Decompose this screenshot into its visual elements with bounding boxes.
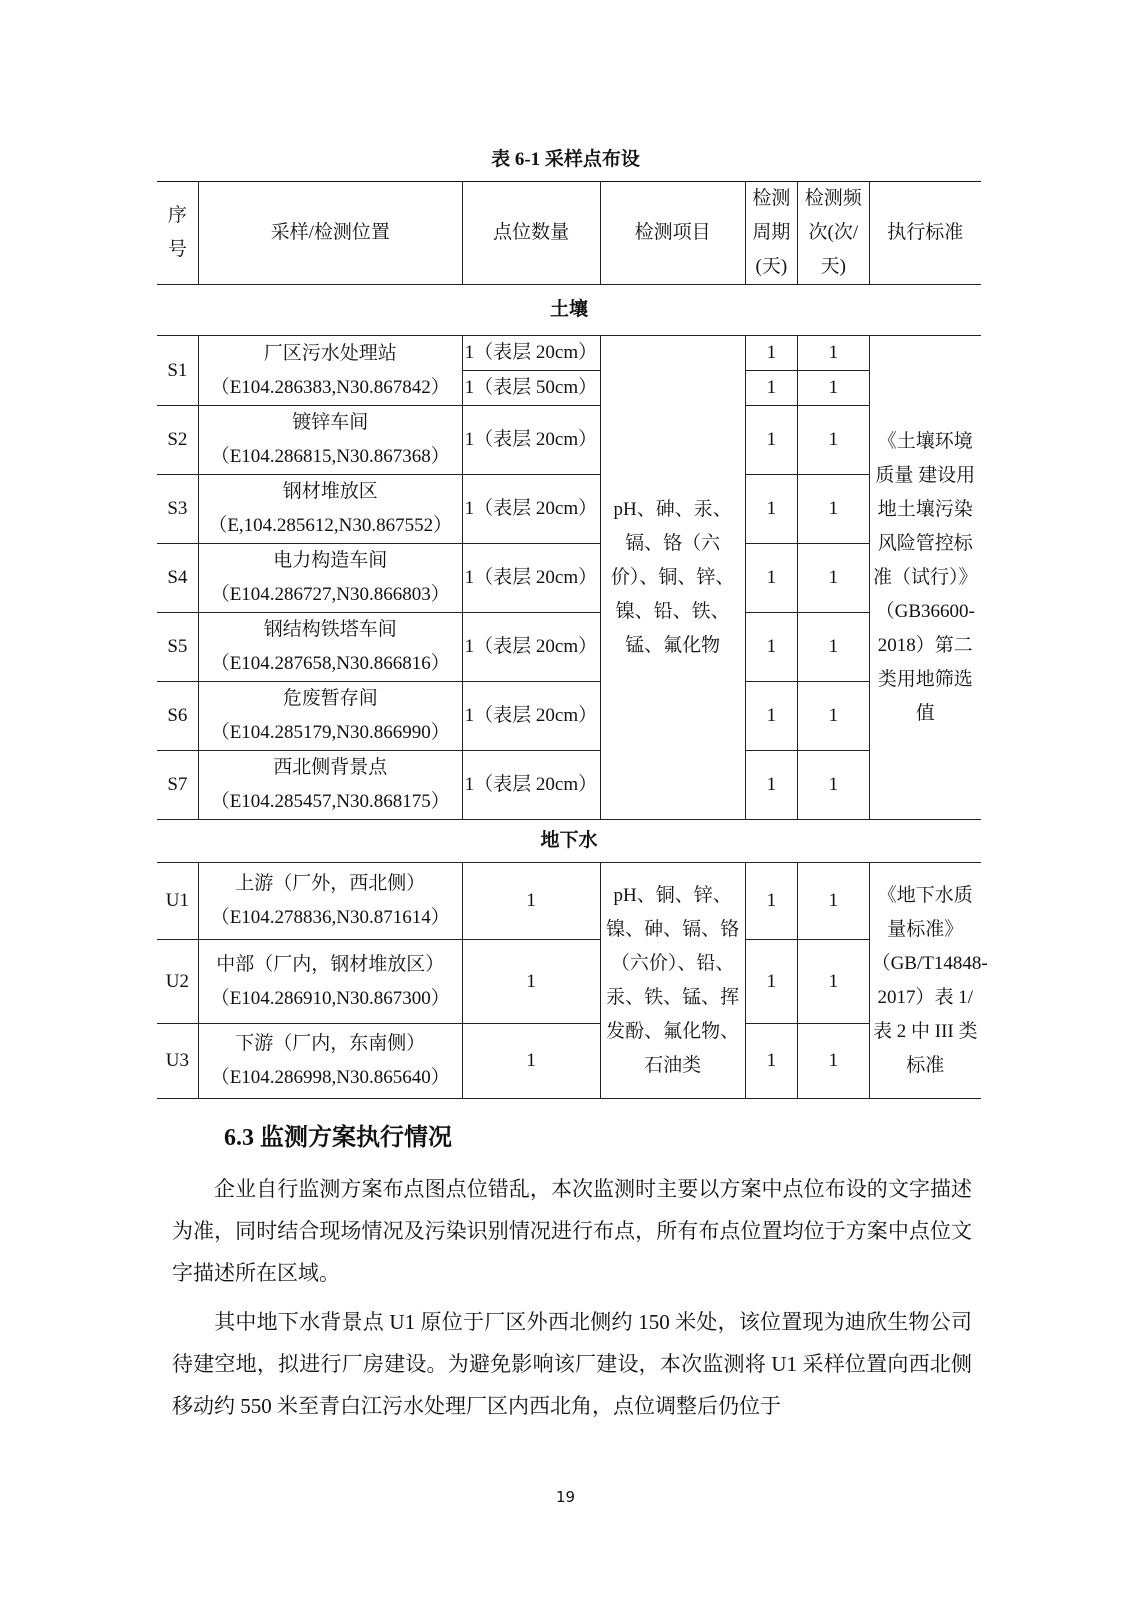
row-period: 1 bbox=[745, 682, 797, 751]
location-coord: （E104.278836,N30.871614） bbox=[210, 907, 450, 928]
row-freq: 1 bbox=[798, 751, 870, 820]
row-freq: 1 bbox=[798, 406, 870, 475]
location-name: 钢材堆放区 bbox=[282, 481, 378, 502]
row-count: 1（表层 20cm） bbox=[462, 544, 600, 613]
row-location bbox=[198, 682, 462, 751]
row-freq: 1 bbox=[798, 475, 870, 544]
header-period: 检测周期(天) bbox=[745, 182, 797, 285]
section-heading: 6.3 监测方案执行情况 bbox=[224, 1125, 452, 1151]
row-period: 1 bbox=[745, 940, 797, 1024]
soil-items-cell: pH、砷、汞、镉、铬（六价）、铜、锌、镍、铅、铁、锰、氟化物 bbox=[600, 336, 745, 820]
row-freq: 1 bbox=[798, 940, 870, 1024]
row-freq: 1 bbox=[798, 336, 870, 371]
row-location bbox=[198, 613, 462, 682]
row-period: 1 bbox=[745, 863, 797, 940]
row-period: 1 bbox=[745, 544, 797, 613]
header-items: 检测项目 bbox=[600, 182, 745, 285]
soil-section-title: 土壤 bbox=[157, 285, 981, 336]
header-freq: 检测频次(次/天) bbox=[798, 182, 870, 285]
groundwater-section-row bbox=[157, 820, 981, 863]
table-row bbox=[157, 940, 981, 1024]
row-id: S2 bbox=[157, 406, 198, 475]
soil-standard-cell: 《土壤环境质量 建设用地土壤污染风险管控标准（试行）》（GB36600-2018）第二类用地筛选值 bbox=[869, 336, 981, 820]
row-count: 1（表层 20cm） bbox=[462, 682, 600, 751]
paragraph-text: 企业自行监测方案布点图点位错乱，本次监测时主要以方案中点位布设的文字描述为准，同时结合现场情况及污染识别情况进行布点，所有布点位置均位于方案中点位文字描述所在区域。 bbox=[172, 1177, 972, 1285]
row-location bbox=[198, 475, 462, 544]
location-name: 下游（厂内，东南侧） bbox=[235, 1033, 426, 1054]
row-count: 1（表层 50cm） bbox=[462, 371, 600, 406]
location-name: 钢结构铁塔车间 bbox=[263, 619, 397, 640]
paragraph bbox=[172, 1168, 972, 1294]
row-period: 1 bbox=[745, 1024, 797, 1099]
row-freq: 1 bbox=[798, 1024, 870, 1099]
row-location bbox=[198, 336, 462, 406]
row-count: 1 bbox=[462, 863, 600, 940]
row-freq: 1 bbox=[798, 613, 870, 682]
location-coord: （E104.286727,N30.866803） bbox=[210, 584, 450, 605]
page-number: 19 bbox=[555, 1488, 576, 1506]
row-freq: 1 bbox=[798, 371, 870, 406]
row-freq: 1 bbox=[798, 544, 870, 613]
row-period: 1 bbox=[745, 751, 797, 820]
paragraph-text: 其中地下水背景点 U1 原位于厂区外西北侧约 150 米处，该位置现为迪欣生物公司待建空地，拟进行厂房建设。为避免影响该厂建设，本次监测将 U1 采样位置向西北侧移动约 550 米至青白江污水处理厂区内西北角，点位调整后仍位于 bbox=[172, 1310, 972, 1418]
header-no: 序号 bbox=[157, 182, 198, 285]
row-id: S3 bbox=[157, 475, 198, 544]
row-period: 1 bbox=[745, 613, 797, 682]
location-coord: （E,104.285612,N30.867552） bbox=[208, 515, 453, 536]
row-period: 1 bbox=[745, 475, 797, 544]
row-id: S7 bbox=[157, 751, 198, 820]
location-coord: （E104.286815,N30.867368） bbox=[210, 446, 450, 467]
header-location: 采样/检测位置 bbox=[198, 182, 462, 285]
table-row bbox=[157, 1024, 981, 1099]
table-row bbox=[157, 863, 981, 940]
row-freq: 1 bbox=[798, 863, 870, 940]
header-standard: 执行标准 bbox=[869, 182, 981, 285]
row-id: U1 bbox=[157, 863, 198, 940]
row-count: 1 bbox=[462, 1024, 600, 1099]
soil-section-row bbox=[157, 285, 981, 336]
row-location bbox=[198, 406, 462, 475]
location-name: 镀锌车间 bbox=[292, 412, 369, 433]
row-location bbox=[198, 863, 462, 940]
groundwater-items-cell: pH、铜、锌、镍、砷、镉、铬（六价）、铅、汞、铁、锰、挥发酚、氟化物、石油类 bbox=[600, 863, 745, 1099]
location-coord: （E104.285179,N30.866990） bbox=[210, 722, 450, 743]
row-count: 1（表层 20cm） bbox=[462, 751, 600, 820]
row-location bbox=[198, 544, 462, 613]
row-period: 1 bbox=[745, 371, 797, 406]
sampling-table bbox=[157, 181, 988, 1099]
row-period: 1 bbox=[745, 336, 797, 371]
row-location bbox=[198, 1024, 462, 1099]
location-coord: （E104.286383,N30.867842） bbox=[210, 376, 450, 398]
row-count: 1（表层 20cm） bbox=[462, 406, 600, 475]
location-coord: （E104.287658,N30.866816） bbox=[210, 653, 450, 674]
row-id: S6 bbox=[157, 682, 198, 751]
paragraph bbox=[172, 1301, 972, 1427]
header-count: 点位数量 bbox=[462, 182, 600, 285]
table-header-row bbox=[157, 182, 981, 285]
row-count: 1 bbox=[462, 940, 600, 1024]
groundwater-standard-cell: 《地下水质量标准》（GB/T14848-2017）表 1/表 2 中 III 类标准 bbox=[869, 863, 981, 1099]
row-id: S5 bbox=[157, 613, 198, 682]
row-location bbox=[198, 940, 462, 1024]
groundwater-section-title: 地下水 bbox=[157, 820, 981, 863]
location-name: 厂区污水处理站 bbox=[263, 342, 397, 364]
row-count: 1（表层 20cm） bbox=[462, 336, 600, 371]
table-caption: 表 6-1 采样点布设 bbox=[491, 149, 640, 170]
row-count: 1（表层 20cm） bbox=[462, 475, 600, 544]
location-name: 西北侧背景点 bbox=[273, 757, 388, 778]
row-id: U3 bbox=[157, 1024, 198, 1099]
location-coord: （E104.286998,N30.865640） bbox=[210, 1067, 450, 1088]
table-row bbox=[157, 336, 981, 371]
row-id: S1 bbox=[157, 336, 198, 406]
location-coord: （E104.286910,N30.867300） bbox=[210, 987, 450, 1009]
row-count: 1（表层 20cm） bbox=[462, 613, 600, 682]
location-coord: （E104.285457,N30.868175） bbox=[210, 791, 450, 812]
row-id: S4 bbox=[157, 544, 198, 613]
location-name: 上游（厂外，西北侧） bbox=[235, 873, 426, 894]
location-name: 中部（厂内，钢材堆放区） bbox=[216, 953, 445, 975]
location-name: 危废暂存间 bbox=[282, 688, 378, 709]
row-freq: 1 bbox=[798, 682, 870, 751]
row-location bbox=[198, 751, 462, 820]
location-name: 电力构造车间 bbox=[273, 550, 388, 571]
row-id: U2 bbox=[157, 940, 198, 1024]
row-period: 1 bbox=[745, 406, 797, 475]
